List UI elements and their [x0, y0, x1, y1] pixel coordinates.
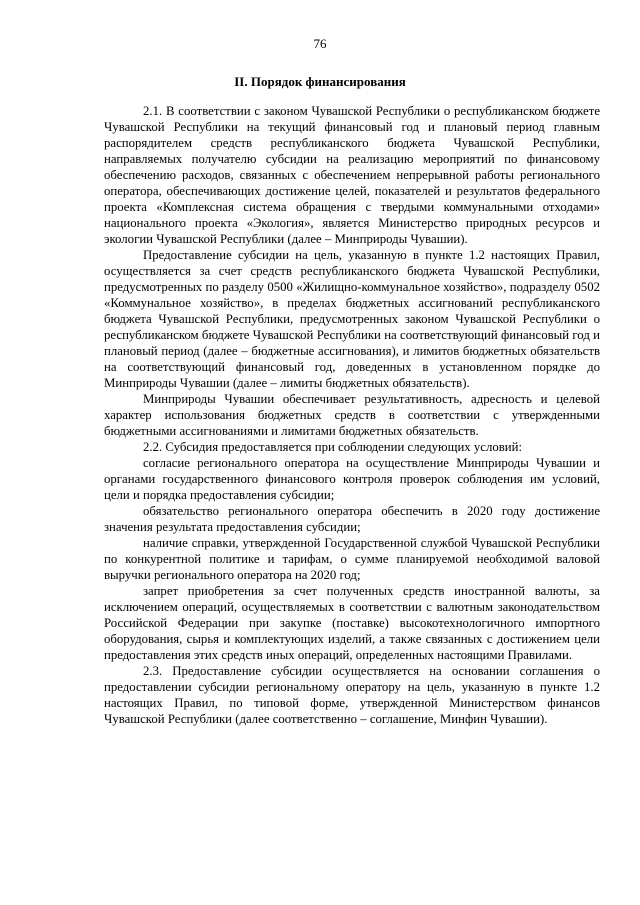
- condition-obligation: обязательство регионального оператора обеспечить в 2020 году достижение значения результата предоставления субсидии;: [104, 504, 600, 534]
- body-text: [104, 103, 600, 727]
- condition-consent: согласие регионального оператора на осуществление Минприроды Чувашии и органами государственного финансового контроля проверок соблюдения им условий, цели и порядка предоставления субсидии;: [104, 456, 600, 502]
- paragraph-2-2: 2.2. Субсидия предоставляется при соблюдении следующих условий:: [143, 440, 523, 454]
- paragraph-funding-source: Предоставление субсидии на цель, указанную в пункте 1.2 настоящих Правил, осуществляется за счет средств республиканского бюджета Чувашской Республики, предусмотренных по разделу 0500 «Жилищно-коммунальное хозяйство», подразделу 0502 «Коммунальное хозяйство», в пределах бюджетных ассигнований республиканского бюджета Чувашской Республики, предусмотренных законом Чувашской Республики о республиканском бюджете Чувашской Республики на соответствующий финансовый год и плановый период (далее – бюджетные ассигнования), и лимитов бюджетных обязательств на соответствующий финансовый год, доведенных в установленном порядке до Минприроды Чувашии (далее – лимиты бюджетных обязательств).: [104, 248, 600, 390]
- paragraph-2-1: 2.1. В соответствии с законом Чувашской Республики о республиканском бюджете Чувашской Республики на текущий финансовый год и плановый период главным распорядителем средств республиканского бюджета Чувашской Республики, направляемых получателю субсидии на реализацию мероприятий по финансовому обеспечению расходов, связанных с обеспечением непрерывной работы регионального оператора, обеспечивающих достижение целей, показателей и результатов федерального проекта «Комплексная система обращения с твердыми коммунальными отходами» национального проекта «Экология», является Министерство природных ресурсов и экологии Чувашской Республики (далее – Минприроды Чувашии).: [104, 104, 600, 246]
- paragraph-ministry-responsibility: Минприроды Чувашии обеспечивает результативность, адресность и целевой характер использования бюджетных средств в соответствии с утвержденными бюджетными ассигнованиями и лимитами бюджетных обязательств.: [104, 392, 600, 438]
- condition-currency-ban: запрет приобретения за счет полученных средств иностранной валюты, за исключением операций, осуществляемых в соответствии с валютным законодательством Российской Федерации при закупке (поставке) высокотехнологичного импортного оборудования, сырья и комплектующих изделий, а также связанных с достижением цели предоставления этих средств иных операций, определенных настоящими Правилами.: [104, 584, 600, 662]
- condition-certificate: наличие справки, утвержденной Государственной службой Чувашской Республики по конкурентной политике и тарифам, о сумме планируемой необходимой валовой выручки регионального оператора на 2020 год;: [104, 536, 600, 582]
- paragraph-2-3: 2.3. Предоставление субсидии осуществляется на основании соглашения о предоставлении субсидии региональному оператору на цель, указанную в пункте 1.2 настоящих Правил, по типовой форме, утвержденной Министерством финансов Чувашской Республики (далее соответственно – соглашение, Минфин Чувашии).: [104, 664, 600, 726]
- page-number: 76: [313, 36, 327, 51]
- section-heading: II. Порядок финансирования: [234, 74, 406, 89]
